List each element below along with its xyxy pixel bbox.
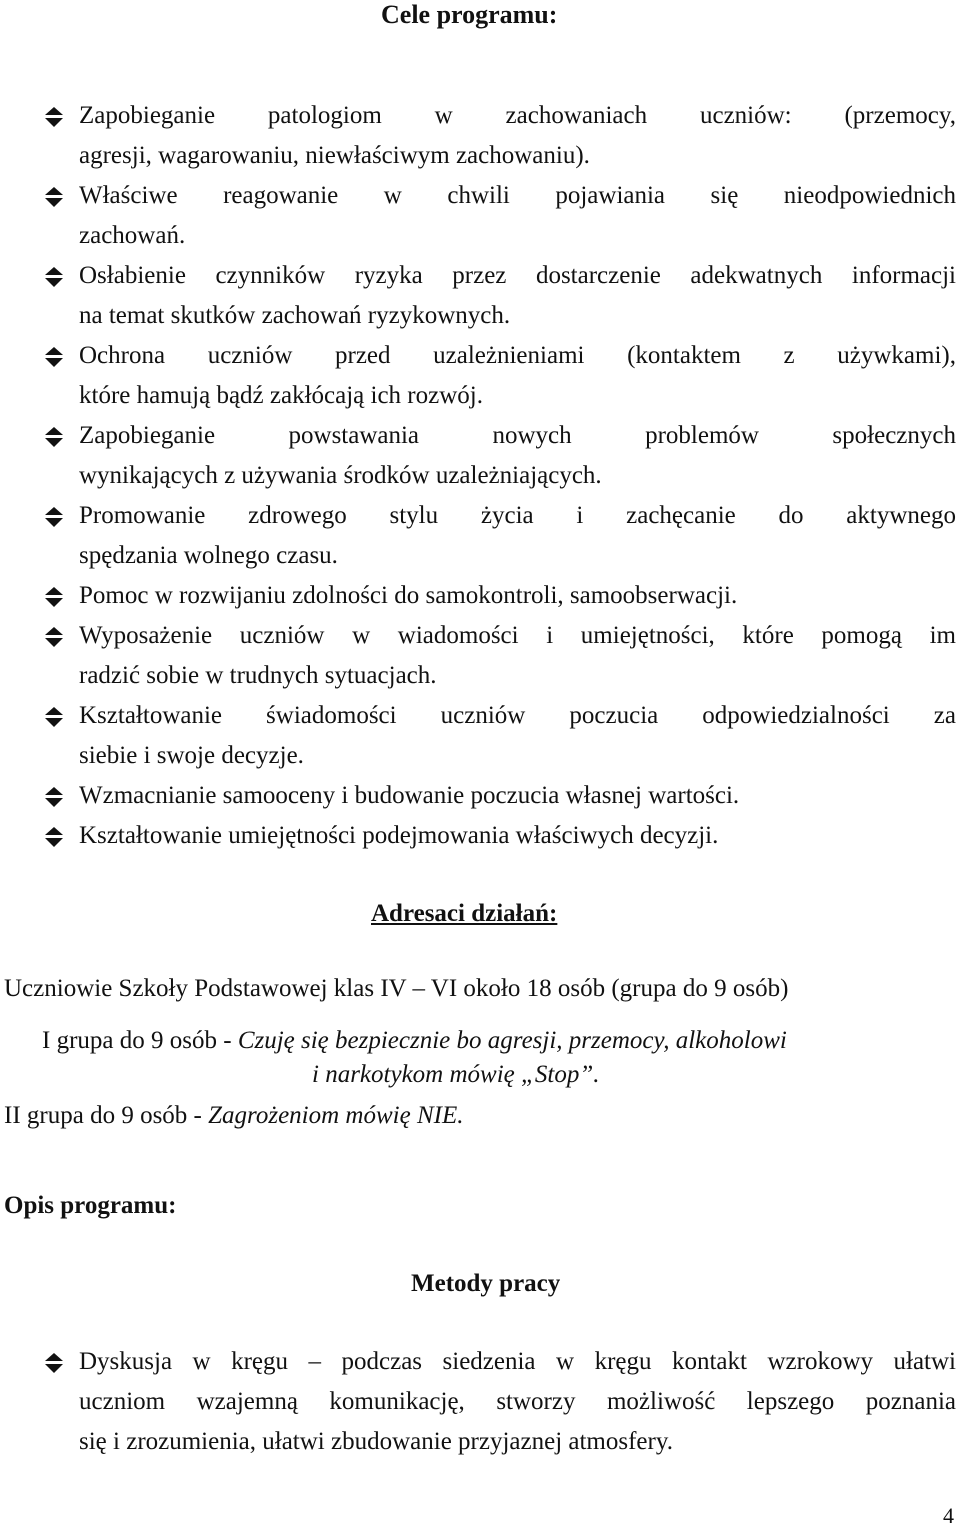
goal-item-line: które hamują bądź zakłócają ich rozwój. bbox=[79, 382, 483, 409]
group2-title: Zagrożeniom mówię NIE. bbox=[208, 1102, 464, 1129]
goal-item bbox=[0, 616, 960, 696]
goal-item-line: radzić sobie w trudnych sytuacjach. bbox=[79, 662, 437, 689]
method-item-line: uczniom wzajemną komunikację, stworzy możliwość lepszego poznania bbox=[79, 1388, 956, 1415]
methods-heading: Metody pracy bbox=[411, 1270, 561, 1297]
up-down-arrow-bullet-icon bbox=[44, 426, 64, 448]
up-down-arrow-bullet-icon bbox=[44, 106, 64, 128]
up-down-arrow-bullet-icon bbox=[44, 266, 64, 288]
method-item-text bbox=[79, 1342, 956, 1462]
up-down-arrow-bullet-icon bbox=[44, 186, 64, 208]
goal-item bbox=[0, 336, 960, 416]
goal-item bbox=[0, 416, 960, 496]
goal-item bbox=[0, 816, 960, 856]
method-item-line: Dyskusja w kręgu – podczas siedzenia w kręgu kontakt wzrokowy ułatwi bbox=[79, 1348, 956, 1375]
goal-item bbox=[0, 576, 960, 616]
goal-item-text bbox=[79, 496, 956, 576]
group1-line bbox=[42, 1027, 787, 1055]
goal-item-line: Wyposażenie uczniów w wiadomości i umiejętności, które pomogą im bbox=[79, 622, 956, 649]
up-down-arrow-bullet-icon bbox=[44, 506, 64, 528]
description-heading: Opis programu: bbox=[4, 1192, 177, 1219]
goal-item-text bbox=[79, 576, 956, 616]
goal-item-text bbox=[79, 256, 956, 336]
goal-item bbox=[0, 96, 960, 176]
goals-heading: Cele programu: bbox=[381, 0, 558, 29]
goal-item-line: Zapobieganie powstawania nowych problemów społecznych bbox=[79, 422, 956, 449]
group2-prefix: II grupa do 9 osób - bbox=[4, 1102, 209, 1129]
goal-item-text bbox=[79, 696, 956, 776]
goal-item-text bbox=[79, 176, 956, 256]
goal-item-line: Ochrona uczniów przed uzależnieniami (kontaktem z używkami), bbox=[79, 342, 956, 369]
goal-item-text bbox=[79, 416, 956, 496]
goal-item-text bbox=[79, 96, 956, 176]
goal-item bbox=[0, 496, 960, 576]
page-number: 4 bbox=[943, 1503, 954, 1528]
goal-item-line: Pomoc w rozwijaniu zdolności do samokontroli, samoobserwacji. bbox=[79, 582, 738, 609]
up-down-arrow-bullet-icon bbox=[44, 586, 64, 608]
recipients-line: Uczniowie Szkoły Podstawowej klas IV – VI około 18 osób (grupa do 9 osób) bbox=[4, 975, 789, 1002]
up-down-arrow-bullet-icon bbox=[44, 786, 64, 808]
goal-item-line: na temat skutków zachowań ryzykownych. bbox=[79, 302, 511, 329]
goal-item-line: Wzmacnianie samooceny i budowanie poczucia własnej wartości. bbox=[79, 782, 740, 809]
up-down-arrow-bullet-icon bbox=[44, 1352, 64, 1374]
goal-item bbox=[0, 256, 960, 336]
goal-item bbox=[0, 696, 960, 776]
up-down-arrow-bullet-icon bbox=[44, 826, 64, 848]
goal-item-line: Promowanie zdrowego stylu życia i zachęcanie do aktywnego bbox=[79, 502, 956, 529]
goal-item-line: Kształtowanie umiejętności podejmowania właściwych decyzji. bbox=[79, 822, 719, 849]
goal-item-text bbox=[79, 336, 956, 416]
group1-title-line2: i narkotykom mówię „Stop”. bbox=[312, 1061, 600, 1088]
group2-line bbox=[4, 1102, 463, 1130]
group1-prefix: I grupa do 9 osób - bbox=[42, 1027, 238, 1054]
methods-list bbox=[0, 1342, 960, 1462]
goal-item bbox=[0, 176, 960, 256]
goal-item-line: Właściwe reagowanie w chwili pojawiania się nieodpowiednich bbox=[79, 182, 956, 209]
recipients-heading: Adresaci działań: bbox=[371, 900, 558, 927]
up-down-arrow-bullet-icon bbox=[44, 626, 64, 648]
goal-item-line: wynikających z używania środków uzależniających. bbox=[79, 462, 602, 489]
goal-item-line: Osłabienie czynników ryzyka przez dostarczenie adekwatnych informacji bbox=[79, 262, 956, 289]
goal-item-text bbox=[79, 616, 956, 696]
group1-title-line1: Czuję się bezpiecznie bo agresji, przemocy, alkoholowi bbox=[237, 1027, 787, 1054]
up-down-arrow-bullet-icon bbox=[44, 346, 64, 368]
goal-item-line: Zapobieganie patologiom w zachowaniach uczniów: (przemocy, bbox=[79, 102, 956, 129]
goal-item-text bbox=[79, 776, 956, 816]
method-item-line: się i zrozumienia, ułatwi zbudowanie przyjaznej atmosfery. bbox=[79, 1428, 673, 1455]
goal-item-line: agresji, wagarowaniu, niewłaściwym zachowaniu). bbox=[79, 142, 590, 169]
goal-item bbox=[0, 776, 960, 816]
goal-item-line: siebie i swoje decyzje. bbox=[79, 742, 304, 769]
goals-list bbox=[0, 96, 960, 856]
method-item bbox=[0, 1342, 960, 1462]
goal-item-text bbox=[79, 816, 956, 856]
up-down-arrow-bullet-icon bbox=[44, 706, 64, 728]
goal-item-line: Kształtowanie świadomości uczniów poczucia odpowiedzialności za bbox=[79, 702, 956, 729]
goal-item-line: zachowań. bbox=[79, 222, 186, 249]
goal-item-line: spędzania wolnego czasu. bbox=[79, 542, 338, 569]
